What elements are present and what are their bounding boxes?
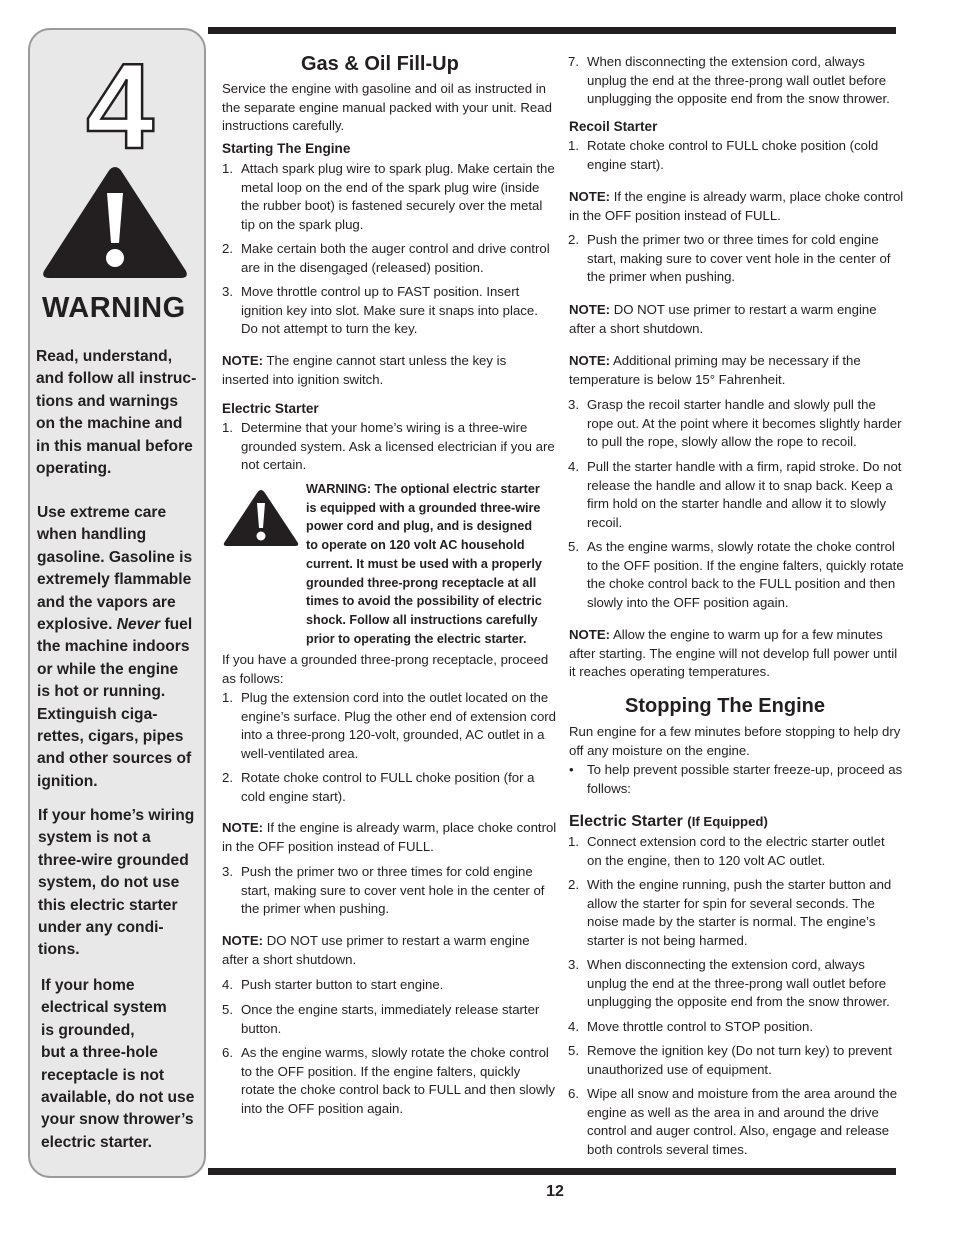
top-rule [208,27,896,34]
list-item: To help prevent possible starter freeze-up, proceed as follows: [587,762,903,796]
list-item: Determine that your home’s wiring is a three-wire grounded system. Ask a licensed electrician if you are not certain. [241,420,555,473]
note: NOTE: The engine cannot start unless the key is inserted into ignition switch. [222,353,507,387]
list-item: Wipe all snow and moisture from the area around the engine as well as the area in and around the drive control and auger control. Also, engage and release both controls several times. [587,1086,898,1158]
list-number: 1. [568,138,579,153]
list-number: 3. [222,284,233,299]
list-item: When disconnecting the extension cord, always unplug the end at the three-prong wall outlet before unplugging the opposite end from the snow thrower. [587,957,890,1010]
list-item: Attach spark plug wire to spark plug. Make certain the metal loop on the end of the spark plug wire (inside the rubber boot) is fastened securely over the metal tip on the spark plug. [241,161,555,233]
stopping-intro: Run engine for a few minutes before stopping to help dry off any moisture on the engine. [569,724,901,758]
list-item: Push the primer two or three times for cold engine start, making sure to cover vent hole in the center of the primer when pushing. [587,232,891,285]
warning-read-text: Read, understand, and follow all instruc- tions and warnings on the machine and in this manual before operating. [36,348,197,478]
list-number: 3. [568,397,579,412]
heading-starting-engine: Starting The Engine [222,141,351,156]
list-item: As the engine warms, slowly rotate the choke control to the OFF position. If the engine falters, quickly rotate the choke control back to FULL and then slowly into the OFF position again. [241,1045,555,1117]
section-title-stopping: Stopping The Engine [625,695,825,717]
list-number: 5. [568,1043,579,1058]
receptacle-intro: If you have a grounded three-prong receptacle, proceed as follows: [222,652,549,686]
list-number: 3. [222,864,233,879]
note: NOTE: If the engine is already warm, place choke control in the OFF position instead of FULL. [222,820,557,854]
list-number: 2. [568,877,579,892]
list-number: 1. [568,834,579,849]
svg-text:4: 4 [86,52,154,162]
list-item: When disconnecting the extension cord, always unplug the end at the three-prong wall outlet before unplugging the opposite end from the snow thrower. [587,54,890,107]
section-title-gas-oil: Gas & Oil Fill-Up [301,53,459,75]
note: NOTE: DO NOT use primer to restart a warm engine after a short shutdown. [569,302,877,336]
list-item: Connect extension cord to the electric starter outlet on the engine, then to 120 volt AC outlet. [587,834,885,868]
list-item: Push the primer two or three times for cold engine start, making sure to cover vent hole in the center of the primer when pushing. [241,864,545,917]
list-number: 1. [222,690,233,705]
note: NOTE: If the engine is already warm, place choke control in the OFF position instead of FULL. [569,189,904,223]
list-item: Make certain both the auger control and drive control are in the disengaged (released) position. [241,241,550,275]
warning-receptacle-text: If your home electrical system is grounded, but a three-hole receptacle is not available, do not use your snow thrower’s electric starter. [41,977,195,1151]
heading-electric-starter-if-equipped: Electric Starter (If Equipped) [569,813,768,830]
list-number: 6. [568,1086,579,1101]
list-number: 7. [568,54,579,69]
warning-triangle-icon [40,163,190,281]
list-number: 2. [222,241,233,256]
list-item: Rotate choke control to FULL choke position (cold engine start). [587,138,879,172]
list-number: 4. [568,459,579,474]
list-item: Plug the extension cord into the outlet located on the engine’s surface. Plug the other end of extension cord into a three-prong 120-volt, grounded, AC outlet in a well-ventilated area. [241,690,556,762]
bottom-rule [208,1168,896,1175]
list-number: 1. [222,420,233,435]
list-number: 4. [568,1019,579,1034]
page-number: 12 [546,1183,564,1200]
list-item: Move throttle control up to FAST position. Insert ignition key into slot. Make sure it snaps into place. Do not attempt to turn the key. [241,284,538,337]
note: NOTE: Allow the engine to warm up for a few minutes after starting. The engine will not develop full power until it reaches operating temperatures. [569,627,898,680]
list-item: Grasp the recoil starter handle and slowly pull the rope out. At the point where it becomes slightly harder to pull the rope, slowly allow the rope to recoil. [587,397,902,450]
heading-recoil-starter: Recoil Starter [569,119,658,134]
list-item: Remove the ignition key (Do not turn key) to prevent unauthorized use of equipment. [587,1043,892,1077]
heading-electric-starter: Electric Starter [222,401,319,416]
list-item: With the engine running, push the starter button and allow the starter for spin for several seconds. The noise made by the starter is normal. The engine’s starter is not being harmed. [587,877,892,949]
list-number: 1. [222,161,233,176]
warning-title: WARNING [42,292,186,324]
list-number: 4. [222,977,233,992]
list-number: 3. [568,957,579,972]
warning-triangle-icon [222,488,300,548]
list-item: Push starter button to start engine. [241,977,444,992]
note: NOTE: DO NOT use primer to restart a warm engine after a short shutdown. [222,933,530,967]
list-item: Once the engine starts, immediately release starter button. [241,1002,540,1036]
list-number: 5. [222,1002,233,1017]
warning-wiring-text: If your home’s wiring system is not a three-wire grounded system, do not use this electric starter under any condi- tions. [38,807,195,959]
list-number: 6. [222,1045,233,1060]
list-number: 2. [568,232,579,247]
list-number: 2. [222,770,233,785]
chapter-number [80,52,160,162]
list-number: 5. [568,539,579,554]
list-item: Pull the starter handle with a firm, rapid stroke. Do not release the handle and allow it to snap back. Keep a firm hold on the starter handle and allow it to slowly recoil. [587,459,902,531]
warning-gasoline-text: Use extreme care when handling gasoline. Gasoline is extremely flammable and the vapors are explosive. Never fuel the machine indoors or while the engine is hot or running. Extinguish ciga- rettes, cigars, pipes and other sources of ignition. [37,504,193,790]
electric-starter-warning: WARNING: The optional electric starter is equipped with a grounded three-wire power cord and plug, and is designed to operate on 120 volt AC household current. It must be used with a properly grounded three-prong receptacle at all times to avoid the possibility of electric shock. Follow all instructions carefully prior to operating the electric starter. [306,482,542,646]
note: NOTE: Additional priming may be necessary if the temperature is below 15° Fahrenheit. [569,353,861,387]
list-item: As the engine warms, slowly rotate the choke control to the OFF position. If the engine falters, quickly rotate the choke control back to the FULL position and then slowly into the OFF position again. [587,539,904,611]
list-item: Move throttle control to STOP position. [587,1019,814,1034]
bullet-icon: • [569,762,574,777]
gas-oil-intro: Service the engine with gasoline and oil as instructed in the separate engine manual packed with your unit. Read instructions carefully. [222,81,552,134]
list-item: Rotate choke control to FULL choke position (for a cold engine start). [241,770,535,804]
